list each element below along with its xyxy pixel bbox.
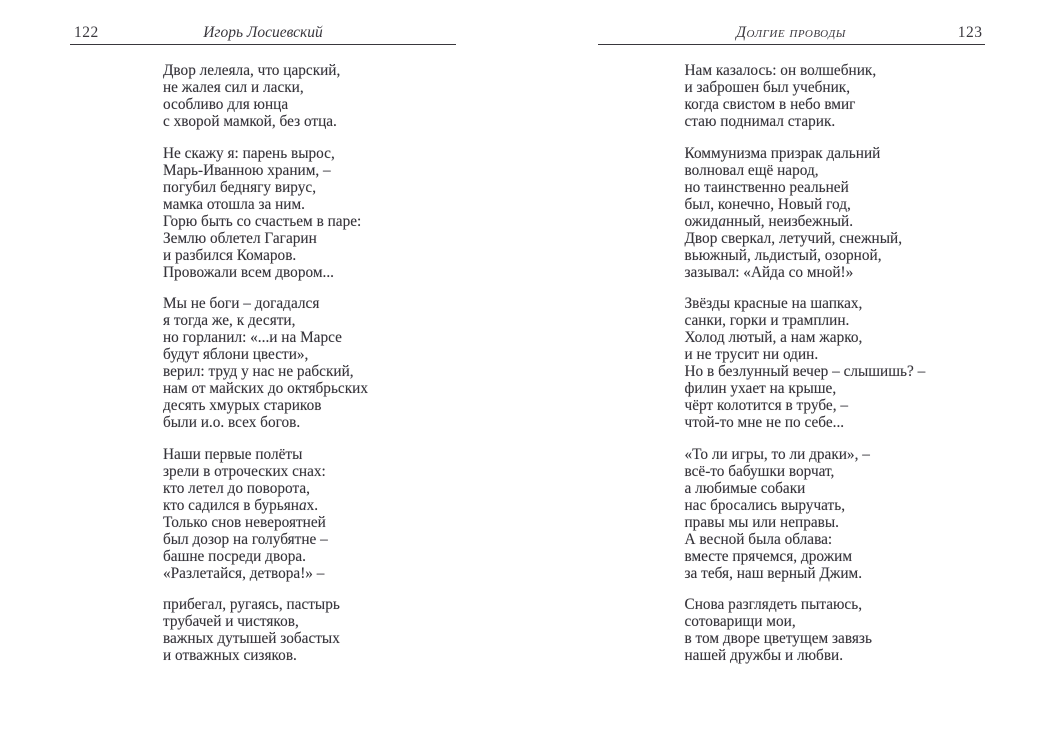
poem-line: был дозор на голубятне – (163, 530, 328, 548)
poem-line: верил: труд у нас не рабский, (163, 363, 354, 380)
poem-line: Землю облетел Гагарин (163, 229, 317, 247)
poem-line: и заброшен был учебник, (684, 79, 851, 96)
poem-line: и разбился Комаров. (163, 246, 297, 264)
poem-line: я тогда же, к десяти, (163, 312, 296, 329)
running-head-left: Игорь Лосиевский (203, 24, 323, 41)
poem-line: Нам казалось: он волшебник, (684, 62, 877, 79)
poem-line: чёрт колотится в трубе, – (684, 397, 848, 414)
poem-line: кто садился в бурьянах. (163, 496, 319, 514)
poem-line: но горланил: «...и на Марсе (163, 329, 342, 346)
poem-line: чтой-то мне не по себе... (684, 414, 845, 431)
poem-line: правы мы или неправы. (684, 513, 839, 531)
poem-line: зрели в отроческих снах: (163, 462, 326, 480)
poem-line: погубил беднягу вирус, (163, 178, 317, 196)
header-rule-left (70, 24, 456, 45)
running-head-right: Долгие проводы (736, 24, 846, 41)
stanza (685, 62, 926, 130)
poem-line: особливо для юнца (163, 96, 289, 113)
poem-line: филин ухает на крыше, (684, 380, 837, 397)
poem-line: ожиданный, неизбежный. (684, 212, 854, 230)
stanza (163, 446, 368, 582)
poem-column-left (163, 62, 368, 679)
stanza (163, 145, 368, 281)
poem-line: Не скажу я: парень вырос, (163, 144, 335, 162)
poem-line: кто летел до поворота, (163, 479, 310, 497)
poem-line: нас бросались выручать, (684, 496, 846, 514)
poem-line: мамка отошла за ним. (163, 195, 305, 213)
poem-line: а любимые собаки (684, 479, 806, 497)
poem-line: Но в безлунный вечер – слышишь? – (684, 363, 926, 380)
stanza (685, 446, 926, 582)
poem-line: когда свистом в небо вмиг (684, 96, 856, 113)
poem-line: и не трусит ни один. (684, 346, 819, 363)
poem-line: Звёзды красные на шапках, (684, 295, 863, 312)
poem-line: не жалея сил и ласки, (163, 79, 304, 96)
page-right (527, 0, 1053, 744)
poem-line: за тебя, наш верный Джим. (684, 564, 863, 582)
poem-line: Только снов невероятней (163, 513, 326, 531)
poem-line: нашей дружбы и любви. (684, 647, 844, 664)
poem-line: Снова разглядеть пытаюсь, (684, 596, 863, 613)
poem-line: санки, горки и трамплин. (684, 312, 850, 329)
poem-column-right (685, 62, 926, 679)
poem-line: Провожали всем двором... (163, 263, 334, 281)
stanza (163, 596, 368, 664)
poem-line: зазывал: «Айда со мной!» (684, 263, 854, 281)
page-number-left: 122 (74, 24, 99, 41)
poem-line: «То ли игры, то ли драки», – (684, 445, 870, 463)
poem-line: Наши первые полёты (163, 445, 303, 463)
poem-line: Двор лелеяла, что царский, (163, 62, 341, 79)
poem-line: будут яблони цвести», (163, 346, 309, 363)
poem-line: прибегал, ругаясь, пастырь (163, 596, 340, 613)
poem-line: Двор сверкал, летучий, снежный, (684, 229, 903, 247)
poem-line: Коммунизма призрак дальний (684, 144, 881, 162)
poem-line: важных дутышей зобастых (163, 630, 340, 647)
poem-line: всё-то бабушки ворчат, (684, 462, 835, 480)
poem-line: Холод лютый, а нам жарко, (684, 329, 863, 346)
stanza (685, 295, 926, 431)
poem-line: «Разлетайся, детвора!» – (163, 564, 325, 582)
poem-line: А весной была облава: (684, 530, 833, 548)
poem-line: Марь-Иванною храним, – (163, 161, 331, 179)
poem-line: но таинственно реальней (684, 178, 849, 196)
poem-line: были и.о. всех богов. (163, 414, 301, 431)
poem-line: с хворой мамкой, без отца. (163, 113, 337, 130)
poem-line: вместе прячемся, дрожим (684, 547, 853, 565)
poem-line: был, конечно, Новый год, (684, 195, 851, 213)
poem-line: Мы не боги – догадался (163, 295, 320, 312)
poem-line: волновал ещё народ, (684, 161, 819, 179)
stanza (163, 62, 368, 130)
page-number-right: 123 (957, 24, 983, 41)
stanza (163, 295, 368, 431)
poem-line: вьюжный, льдистый, озорной, (684, 246, 882, 264)
poem-line: стаю поднимал старик. (684, 113, 836, 130)
poem-line: сотоварищи мои, (684, 613, 796, 630)
header-rule-right (598, 24, 985, 45)
poem-line: башне посреди двора. (163, 547, 306, 565)
poem-line: и отважных сизяков. (163, 647, 297, 664)
poem-line: нам от майских до октябрьских (163, 380, 368, 397)
stanza (685, 596, 926, 664)
poem-line: десять хмурых стариков (163, 397, 322, 414)
poem-line: Горю быть со счастьем в паре: (163, 212, 362, 230)
poem-line: трубачей и чистяков, (163, 613, 299, 630)
stanza (685, 145, 926, 281)
poem-line: в том дворе цветущем завязь (684, 630, 872, 647)
